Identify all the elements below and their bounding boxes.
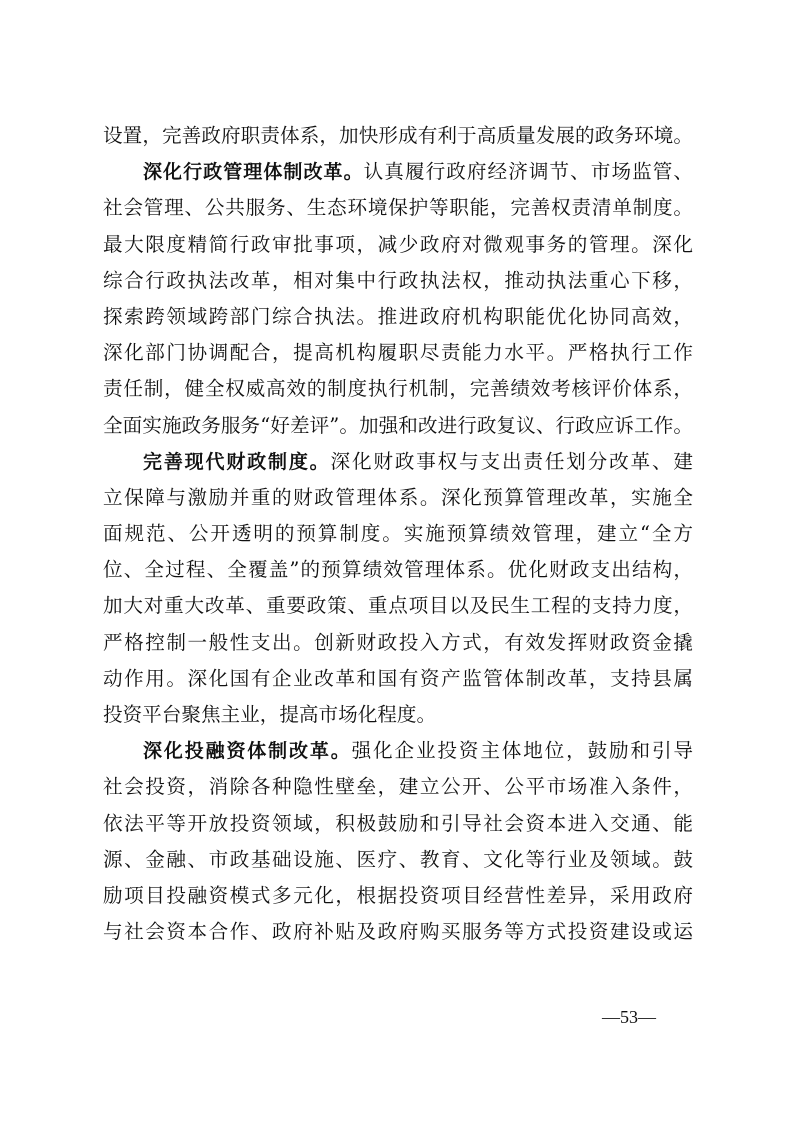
text-line xyxy=(103,263,693,299)
text-line xyxy=(103,914,693,950)
line-text: 动作用。深化国有企业改革和国有资产监管体制改革，支持县属 xyxy=(103,666,693,690)
line-text: 强化企业投资主体地位，鼓励和引导 xyxy=(351,739,693,763)
section-heading-investment-reform: 深化投融资体制改革。 xyxy=(143,740,352,763)
line-text: 社会管理、公共服务、生态环境保护等职能，完善权责清单制度。 xyxy=(103,196,693,220)
text-line xyxy=(103,697,693,733)
line-text: 面规范、公开透明的预算制度。实施预算绩效管理，建立“全方 xyxy=(103,522,693,546)
line-text: 依法平等开放投资领域，积极鼓励和引导社会资本进入交通、能 xyxy=(103,811,693,835)
line-text: 全面实施政务服务“好差评”。加强和改进行政复议、行政应诉工作。 xyxy=(103,413,693,437)
text-line xyxy=(103,299,693,335)
line-text: 源、金融、市政基础设施、医疗、教育、文化等行业及领域。鼓 xyxy=(103,847,693,871)
section-heading-administrative-reform: 深化行政管理体制改革。 xyxy=(143,161,364,184)
text-line xyxy=(103,588,693,624)
text-line xyxy=(103,661,693,697)
paragraph-first-line xyxy=(103,154,693,190)
text-line xyxy=(103,408,693,444)
line-text: 综合行政执法改革，相对集中行政执法权，推动执法重心下移， xyxy=(103,268,693,292)
text-line xyxy=(103,516,693,552)
text-line xyxy=(103,878,693,914)
line-text: 责任制，健全权威高效的制度执行机制，完善绩效考核评价体系， xyxy=(103,377,693,401)
text-line xyxy=(103,118,693,154)
text-line xyxy=(103,227,693,263)
paragraph-first-line xyxy=(103,444,693,480)
line-text: 设置，完善政府职责体系，加快形成有利于高质量发展的政务环境。 xyxy=(103,124,693,147)
text-line xyxy=(103,552,693,588)
section-heading-fiscal-system: 完善现代财政制度。 xyxy=(143,450,331,473)
text-line xyxy=(103,842,693,878)
line-text: 加大对重大改革、重要政策、重点项目以及民生工程的支持力度， xyxy=(103,594,693,618)
line-text: 与社会资本合作、政府补贴及政府购买服务等方式投资建设或运 xyxy=(103,920,693,944)
body-text xyxy=(103,118,693,950)
text-line xyxy=(103,769,693,805)
line-text: 认真履行政府经济调节、市场监管、 xyxy=(363,160,693,184)
text-line xyxy=(103,480,693,516)
line-text: 深化部门协调配合，提高机构履职尽责能力水平。严格执行工作 xyxy=(103,341,693,365)
line-text: 严格控制一般性支出。创新财政投入方式，有效发挥财政资金撬 xyxy=(103,630,693,654)
line-text: 深化财政事权与支出责任划分改革、建 xyxy=(330,449,693,473)
line-text: 探索跨领域跨部门综合执法。推进政府机构职能优化协同高效， xyxy=(103,304,693,328)
page-number: —53— xyxy=(602,1007,656,1027)
line-text: 励项目投融资模式多元化，根据投资项目经营性差异，采用政府 xyxy=(103,883,693,907)
text-line xyxy=(103,806,693,842)
paragraph-first-line xyxy=(103,733,693,769)
line-text: 投资平台聚焦主业，提高市场化程度。 xyxy=(103,703,437,726)
line-text: 立保障与激励并重的财政管理体系。深化预算管理改革，实施全 xyxy=(103,485,693,509)
text-line xyxy=(103,625,693,661)
text-line xyxy=(103,371,693,407)
text-line xyxy=(103,190,693,226)
line-text: 社会投资，消除各种隐性壁垒，建立公开、公平市场准入条件， xyxy=(103,775,693,799)
line-text: 位、全过程、全覆盖”的预算绩效管理体系。优化财政支出结构， xyxy=(103,558,693,582)
line-text: 最大限度精简行政审批事项，减少政府对微观事务的管理。深化 xyxy=(103,232,693,256)
text-line xyxy=(103,335,693,371)
